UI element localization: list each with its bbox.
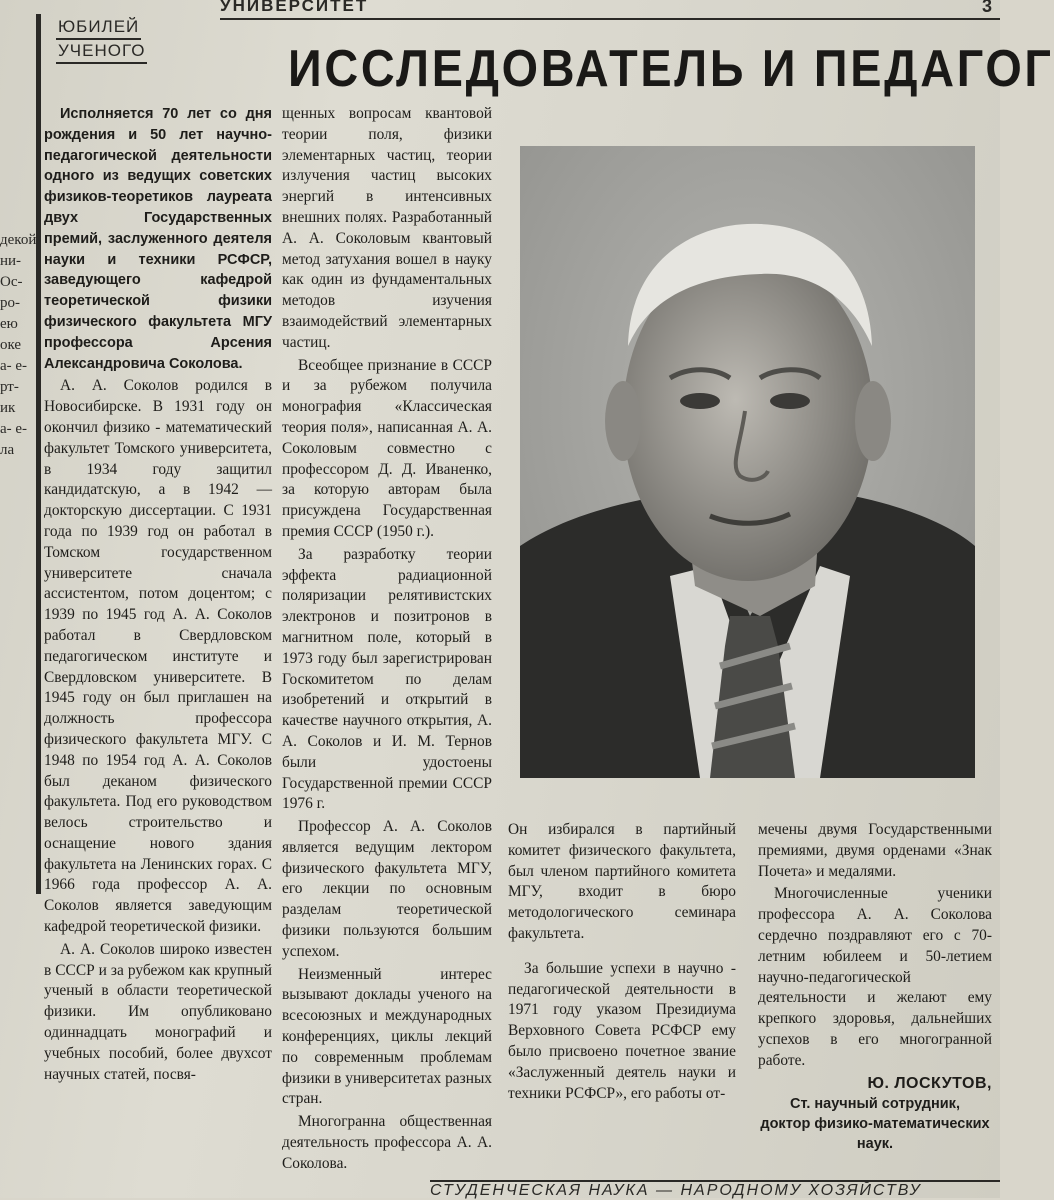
rubric-line-1: ЮБИЛЕЙ bbox=[56, 16, 141, 40]
rubric-label bbox=[56, 16, 180, 64]
author-role-line-2: доктор физико-математических наук. bbox=[760, 1116, 990, 1153]
portrait-photo bbox=[520, 146, 975, 778]
paragraph: мечены двумя Государственными премиями, двумя орденами «Знак Почета» и медалями. bbox=[758, 821, 992, 880]
paragraph: А. А. Соколов широко известен в СССР и за рубежом как крупный ученый в области теоретической физики. Им опубликовано одиннадцать монографий и учебных пособий, более двухсот научных статей, посвя- bbox=[44, 940, 272, 1083]
rubric-line-2: УЧЕНОГО bbox=[56, 40, 147, 64]
paragraph: Многогранна общественная деятельность профессора А. А. Соколова. bbox=[282, 1113, 492, 1172]
paragraph: Профессор А. А. Соколов является ведущим лектором физического факультета МГУ, его лекции по основным разделам теоретической физики пользуются большим успехом. bbox=[282, 818, 492, 960]
article-column-2 bbox=[282, 104, 492, 1174]
article-headline: ИССЛЕДОВАТЕЛЬ И ПЕДАГОГ bbox=[288, 40, 1054, 98]
masthead-title: УНИВЕРСИТЕТ bbox=[220, 0, 369, 15]
paragraph: Многочисленные ученики профессора А. А. Соколова сердечно поздравляют его с 70-летним юбилеем и 50-летием научно-педагогической деятельности и желают ему крепкого здоровья, дальнейших успехов в его многогранной работе. bbox=[758, 885, 992, 1069]
page-number: 3 bbox=[981, 0, 994, 16]
masthead bbox=[220, 0, 1000, 20]
paragraph: Неизменный интерес вызывают доклады ученого на всесоюзных и международных конференциях, циклы лекций по современным проблемам физики в университетах разных стран. bbox=[282, 965, 492, 1108]
portrait-image bbox=[520, 146, 975, 778]
article-column-4 bbox=[758, 820, 992, 1174]
article-column-3 bbox=[508, 820, 736, 1174]
author-role-line-1: Ст. научный сотрудник, bbox=[790, 1096, 960, 1113]
paragraph: За разработку теории эффекта радиационной поляризации релятивистских электронов и позитронов в магнитном поле, который в 1973 году был зарегистрирован Госкомитетом по делам изобретений и открытий в качестве научного открытия, А. А. Соколов и И. М. Тернов были удостоены Государственной премии СССР 1976 г. bbox=[282, 545, 492, 813]
paragraph: Он избирался в партийный комитет физического факультета, был членом партийного комитета МГУ, входит в бюро методологического семинара факультета. bbox=[508, 821, 736, 942]
author-signature bbox=[758, 1074, 992, 1155]
article-intro: Исполняется 70 лет со дня рождения и 50 лет научно-педагогической деятельности одного из ведущих советских физиков-теоретиков лауреата двух Государственных премий, заслуженного деятеля науки и техники РСФСР, заведующего кафедрой теоретической физики физического факультета МГУ профессора Арсения Александровича Соколова. bbox=[44, 106, 272, 372]
paragraph: Всеобщее признание в СССР и за рубежом получила монография «Классическая теория поля», написанная А. А. Соколовым совместно с профессором Д. Д. Иваненко, за которую авторам была присуждена Государственная премия СССР (1950 г.). bbox=[282, 356, 492, 540]
paragraph: А. А. Соколов родился в Новосибирске. В 1931 году он окончил физико - математический факультет Томского университета, в 1934 году защитил кандидатскую, а в 1942 — докторскую диссертации. С 1931 года по 1939 год он работал в Томском государственном университете сначала ассистентом, потом доцентом; с 1939 по 1945 год А. А. Соколов работал в Свердловском педагогическом институте и Свердловском университете. В 1945 году он был приглашен на должность профессора физического факультета МГУ. С 1948 по 1954 год А. А. Соколов был деканом физического факультета. Под его руководством велось строительство и оснащение нового здания факультета на Ленинских горах. С 1966 года профессор А. А. Соколов является заведующим кафедрой теоретической физики. bbox=[44, 377, 272, 936]
author-name: Ю. ЛОСКУТОВ, bbox=[867, 1074, 992, 1092]
footer-slogan: СТУДЕНЧЕСКАЯ НАУКА — НАРОДНОМУ ХОЗЯЙСТВУ bbox=[430, 1180, 1000, 1200]
left-column-rule bbox=[36, 14, 41, 894]
article-column-1 bbox=[44, 104, 272, 1198]
paragraph: За большие успехи в научно - педагогической деятельности в 1971 году указом Президиума Верховного Совета РСФСР ему было присвоено почетное звание «Заслуженный деятель науки и техники РСФСР», его работы от- bbox=[508, 959, 736, 1102]
adjacent-article-fragment: декой ни- Ос- ро- ею оке а- е- рт- ик а- е- ла bbox=[0, 232, 37, 458]
paragraph: щенных вопросам квантовой теории поля, физики элементарных частиц, теории излучения частиц высоких энергий в интенсивных внешних полях. Разработанный А. А. Соколовым квантовый метод затухания вошел в науку как один из фундаментальных методов изучения взаимодействий элементарных частиц. bbox=[282, 105, 492, 351]
